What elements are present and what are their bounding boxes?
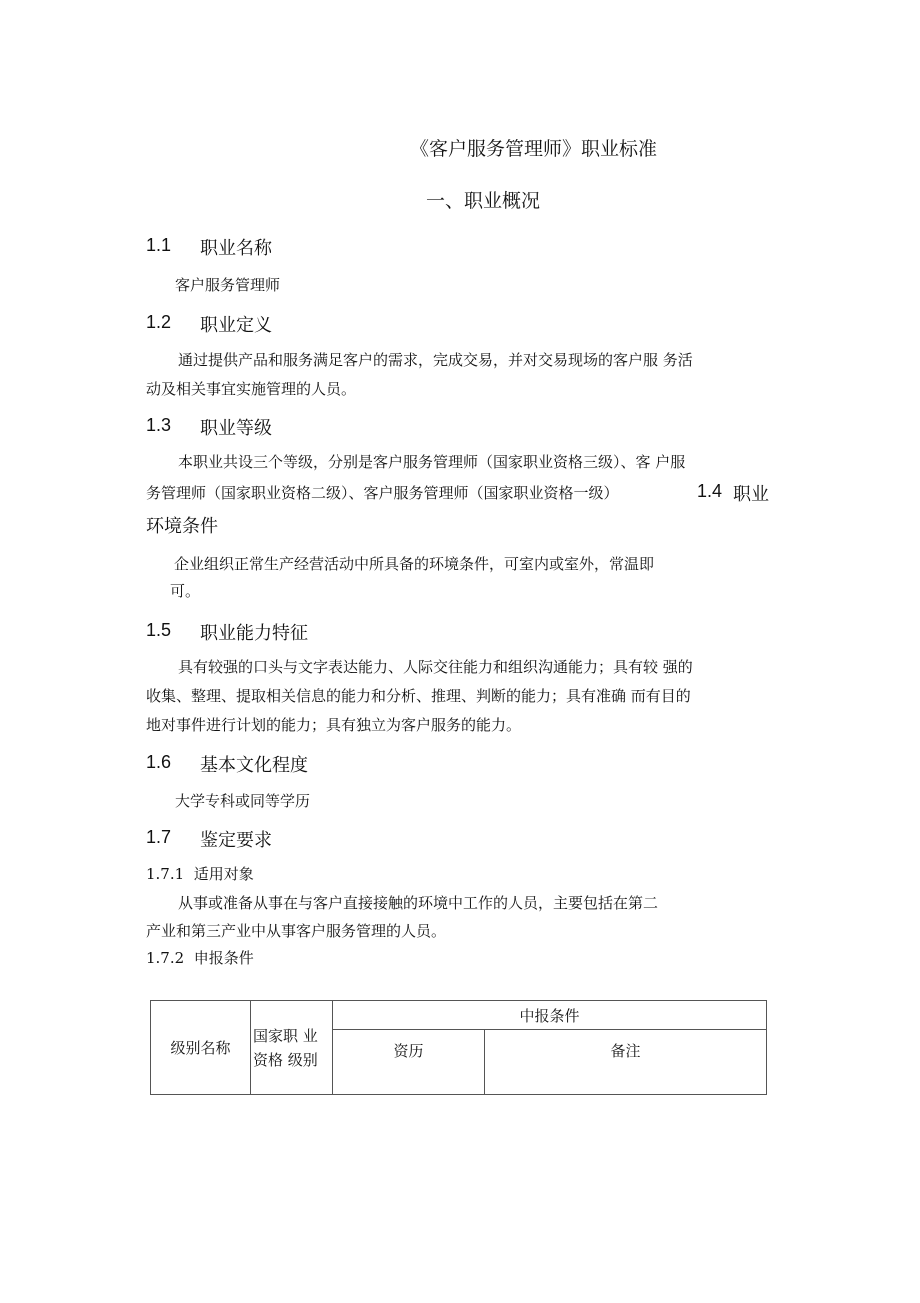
section-title: 职业等级: [200, 418, 272, 439]
section-number: 1.1: [146, 235, 172, 255]
header-qualification-level: [251, 1001, 333, 1095]
part-heading: 一、职业概况: [426, 190, 541, 212]
requirements-table: [150, 1000, 767, 1095]
section-number: 1.4: [697, 481, 723, 501]
header-level-name: 级别名称: [151, 1001, 251, 1095]
section-number: 1.6: [146, 752, 172, 772]
section-title: 鉴定要求: [200, 830, 272, 851]
paragraph-line: 务管理师（国家职业资格二级）、客户服务管理师（国家职业资格一级）: [146, 484, 619, 502]
subsection-label: 1.7.1 适用对象: [146, 865, 254, 883]
paragraph-line: 产业和第三产业中从事客户服务管理的人员。: [146, 922, 447, 940]
header-remarks: 备注: [485, 1030, 767, 1095]
section-title: 基本文化程度: [200, 755, 308, 776]
section-title: 职业能力特征: [200, 623, 308, 644]
paragraph-line: 地对事件进行计划的能力；具有独立为客户服务的能力。: [146, 716, 522, 734]
paragraph-line: 具有较强的口头与文字表达能力、人际交往能力和组织沟通能力；具有较 强的: [178, 658, 693, 676]
paragraph-line: 从事或准备从事在与客户直接接触的环境中工作的人员，主要包括在第二: [178, 894, 659, 912]
section-number: 1.3: [146, 415, 172, 435]
subsection-label: 1.7.2 申报条件: [146, 949, 254, 967]
section-body: 大学专科或同等学历: [175, 792, 311, 810]
header-experience: 资历: [333, 1030, 485, 1095]
header-qualification-line1: 国家职 业: [253, 1026, 318, 1045]
section-number: 1.7: [146, 827, 172, 847]
paragraph-line: 收集、整理、提取相关信息的能力和分析、推理、判断的能力；具有准确 而有目的: [146, 687, 691, 705]
paragraph-line: 动及相关事宜实施管理的人员。: [146, 380, 357, 398]
paragraph-line: 可。: [170, 582, 201, 600]
section-title: 职业名称: [200, 238, 272, 259]
section-body: 客户服务管理师: [175, 276, 281, 294]
section-title: 职业定义: [200, 315, 272, 336]
header-application-conditions: 中报条件: [333, 1001, 767, 1030]
section-number: 1.5: [146, 620, 172, 640]
section-title-part2: 环境条件: [146, 516, 218, 537]
section-title-part1: 职业: [733, 484, 769, 505]
paragraph-line: 本职业共设三个等级，分别是客户服务管理师（国家职业资格三级）、客 户服: [178, 453, 686, 471]
header-qualification-line2: 资格 级别: [253, 1050, 318, 1069]
paragraph-line: 通过提供产品和服务满足客户的需求，完成交易，并对交易现场的客户服 务活: [178, 351, 693, 369]
document-title: 《客户服务管理师》职业标准: [410, 138, 658, 160]
section-number: 1.2: [146, 312, 172, 332]
paragraph-line: 企业组织正常生产经营活动中所具备的环境条件，可室内或室外，常温即: [174, 555, 655, 573]
